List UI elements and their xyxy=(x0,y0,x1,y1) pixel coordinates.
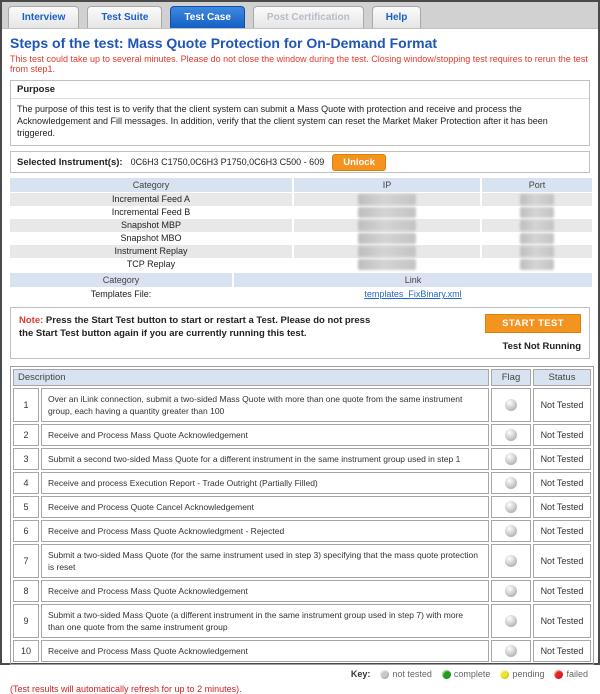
flag-not-tested-icon xyxy=(505,501,517,513)
step-flag-cell xyxy=(491,580,531,602)
note-body: Press the Start Test button to start or restart a Test. Please do not press the Start Test button again if you are currently running this test. xyxy=(19,315,371,339)
step-description: Submit a second two-sided Mass Quote for a different instrument in the same instrument group used in step 1 xyxy=(41,448,489,470)
step-flag-cell xyxy=(491,640,531,662)
category-cell: Snapshot MBP xyxy=(10,219,292,232)
redacted-port-value xyxy=(520,220,554,231)
step-flag-cell xyxy=(491,388,531,422)
key-item xyxy=(554,669,588,679)
column-header-status: Status xyxy=(533,369,591,386)
category-cell: Incremental Feed B xyxy=(111,207,191,217)
key-item xyxy=(442,669,491,679)
key-item-label: failed xyxy=(566,669,588,679)
flag-not-tested-icon xyxy=(505,555,517,567)
step-status: Not Tested xyxy=(533,580,591,602)
table-row xyxy=(13,544,591,578)
step-description: Receive and Process Mass Quote Acknowledgment - Rejected xyxy=(41,520,489,542)
ip-cell xyxy=(294,219,480,232)
step-number: 2 xyxy=(13,424,39,446)
port-cell xyxy=(482,193,592,206)
step-description: Receive and Process Quote Cancel Acknowledgement xyxy=(41,496,489,518)
step-status: Not Tested xyxy=(533,472,591,494)
table-row xyxy=(10,245,590,258)
table-row xyxy=(10,219,590,232)
step-flag-cell xyxy=(491,604,531,638)
flag-not-tested-icon xyxy=(505,429,517,441)
table-row xyxy=(10,258,590,271)
flag-not-tested-icon xyxy=(505,399,517,411)
port-cell xyxy=(482,232,592,245)
key-item xyxy=(380,669,432,679)
flag-not-tested-icon xyxy=(505,477,517,489)
main-content xyxy=(2,29,598,694)
table-row xyxy=(10,288,590,301)
step-status: Not Tested xyxy=(533,604,591,638)
table-row xyxy=(13,604,591,638)
ip-cell xyxy=(294,258,480,271)
redacted-port-value xyxy=(520,259,554,270)
category-cell: Snapshot MBO xyxy=(120,233,182,243)
category-cell: Instrument Replay xyxy=(10,245,292,258)
step-description: Over an iLink connection, submit a two-sided Mass Quote with more than one quote from the same instrument group, each having a quantity greater than 100 xyxy=(41,388,489,422)
flag-not-tested-icon xyxy=(505,453,517,465)
purpose-panel xyxy=(10,80,590,146)
column-header-flag: Flag xyxy=(491,369,531,386)
step-flag-cell xyxy=(491,520,531,542)
tab[interactable]: Post Certification xyxy=(253,6,364,28)
step-number: 9 xyxy=(13,604,39,638)
templates-file-label: Templates File: xyxy=(90,289,152,299)
connection-table xyxy=(10,178,590,271)
selected-instruments-label: Selected Instrument(s): xyxy=(17,156,123,168)
ip-cell xyxy=(294,193,480,206)
step-status: Not Tested xyxy=(533,640,591,662)
warning-text: This test could take up to several minutes. Please do not close the window during the test. Closing window/stopping test requires to rerun the test from step1. xyxy=(10,54,588,74)
step-status: Not Tested xyxy=(533,388,591,422)
ip-cell xyxy=(294,206,480,219)
steps-table-body xyxy=(13,388,591,662)
column-header-ip: IP xyxy=(294,178,480,192)
redacted-port-value xyxy=(520,207,554,218)
connection-table-body xyxy=(10,193,590,271)
table-row xyxy=(10,206,590,219)
step-number: 10 xyxy=(13,640,39,662)
step-status: Not Tested xyxy=(533,496,591,518)
category-cell: Incremental Feed A xyxy=(10,193,292,206)
port-cell xyxy=(482,245,592,258)
tab[interactable]: Interview xyxy=(8,6,79,28)
connection-table-header xyxy=(10,178,590,192)
step-number: 1 xyxy=(13,388,39,422)
category-cell: TCP Replay xyxy=(126,259,176,269)
ip-cell xyxy=(294,245,480,258)
note-panel xyxy=(10,307,590,359)
purpose-text: The purpose of this test is to verify that the client system can submit a Mass Quote with protection and receive and process the Acknowledgement and Fill messages. In addition, verify that the client system can reset the Market Maker Protection after it has been triggered. xyxy=(17,104,548,138)
templates-table-header xyxy=(10,273,590,287)
column-header-category: Category xyxy=(10,273,232,287)
table-row xyxy=(13,448,591,470)
step-status: Not Tested xyxy=(533,424,591,446)
status-dot-icon xyxy=(554,670,563,679)
port-cell xyxy=(482,219,592,232)
status-dot-icon xyxy=(442,670,451,679)
column-header-link: Link xyxy=(234,273,592,287)
redacted-port-value xyxy=(520,233,554,244)
step-flag-cell xyxy=(491,472,531,494)
step-number: 7 xyxy=(13,544,39,578)
table-row xyxy=(13,388,591,422)
redacted-ip-value xyxy=(358,259,416,270)
tab[interactable]: Help xyxy=(372,6,422,28)
step-status: Not Tested xyxy=(533,448,591,470)
key-items xyxy=(380,669,588,679)
column-header-description: Description xyxy=(13,369,489,386)
key-label: Key: xyxy=(350,669,371,679)
tab[interactable]: Test Suite xyxy=(87,6,162,28)
step-number: 8 xyxy=(13,580,39,602)
step-description: Receive and Process Mass Quote Acknowledgement xyxy=(41,640,489,662)
tab[interactable]: Test Case xyxy=(170,6,245,28)
status-dot-icon xyxy=(380,670,389,679)
redacted-ip-value xyxy=(358,233,416,244)
ip-cell xyxy=(294,232,480,245)
selected-instruments-bar xyxy=(10,151,590,173)
step-number: 6 xyxy=(13,520,39,542)
key-item-label: complete xyxy=(453,669,491,679)
auto-refresh-note: (Test results will automatically refresh for up to 2 minutes). xyxy=(10,684,242,694)
table-row xyxy=(13,580,591,602)
key-item xyxy=(500,669,544,679)
key-item-label: pending xyxy=(512,669,545,679)
redacted-port-value xyxy=(520,246,554,257)
table-row xyxy=(13,496,591,518)
selected-instruments-value: 0C6H3 C1750,0C6H3 P1750,0C6H3 C500 - 609 xyxy=(130,157,325,167)
step-description: Receive and process Execution Report - Trade Outright (Partially Filled) xyxy=(41,472,489,494)
redacted-ip-value xyxy=(358,220,416,231)
column-header-port: Port xyxy=(482,178,592,192)
flag-not-tested-icon xyxy=(505,645,517,657)
port-cell xyxy=(482,258,592,271)
steps-table xyxy=(10,366,594,665)
redacted-ip-value xyxy=(358,207,416,218)
redacted-ip-value xyxy=(358,194,416,205)
table-row xyxy=(10,193,590,206)
step-flag-cell xyxy=(491,544,531,578)
table-row xyxy=(13,424,591,446)
step-number: 5 xyxy=(13,496,39,518)
step-status: Not Tested xyxy=(533,520,591,542)
table-row xyxy=(10,232,590,245)
table-row xyxy=(13,520,591,542)
purpose-heading: Purpose xyxy=(11,81,589,99)
table-row xyxy=(13,640,591,662)
start-test-button[interactable]: START TEST xyxy=(485,314,581,333)
templates-table xyxy=(10,273,590,301)
note-text xyxy=(19,314,379,352)
redacted-port-value xyxy=(520,194,554,205)
step-flag-cell xyxy=(491,448,531,470)
flag-not-tested-icon xyxy=(505,585,517,597)
flag-not-tested-icon xyxy=(505,525,517,537)
templates-file-link[interactable]: templates_FixBinary.xml xyxy=(364,289,462,299)
test-run-status: Test Not Running xyxy=(502,341,581,352)
step-status: Not Tested xyxy=(533,544,591,578)
status-key-legend xyxy=(10,669,590,679)
step-description: Submit a two-sided Mass Quote (a different instrument in the same instrument group used in step 7) with more than one quote from the same instrument group xyxy=(41,604,489,638)
port-cell xyxy=(482,206,592,219)
tab-bar xyxy=(2,2,598,29)
step-flag-cell xyxy=(491,496,531,518)
flag-not-tested-icon xyxy=(505,615,517,627)
column-header-category: Category xyxy=(10,178,292,192)
step-description: Submit a two-sided Mass Quote (for the same instrument used in step 3) specifying that the mass quote protection is reset xyxy=(41,544,489,578)
key-item-label: not tested xyxy=(392,669,432,679)
page-title: Steps of the test: Mass Quote Protection for On-Demand Format xyxy=(10,35,438,51)
unlock-button[interactable]: Unlock xyxy=(332,154,386,171)
table-row xyxy=(13,472,591,494)
step-description: Receive and Process Mass Quote Acknowledgement xyxy=(41,424,489,446)
step-description: Receive and Process Mass Quote Acknowledgement xyxy=(41,580,489,602)
step-number: 3 xyxy=(13,448,39,470)
redacted-ip-value xyxy=(358,246,416,257)
step-flag-cell xyxy=(491,424,531,446)
note-label: Note: xyxy=(19,315,44,326)
status-dot-icon xyxy=(500,670,509,679)
step-number: 4 xyxy=(13,472,39,494)
